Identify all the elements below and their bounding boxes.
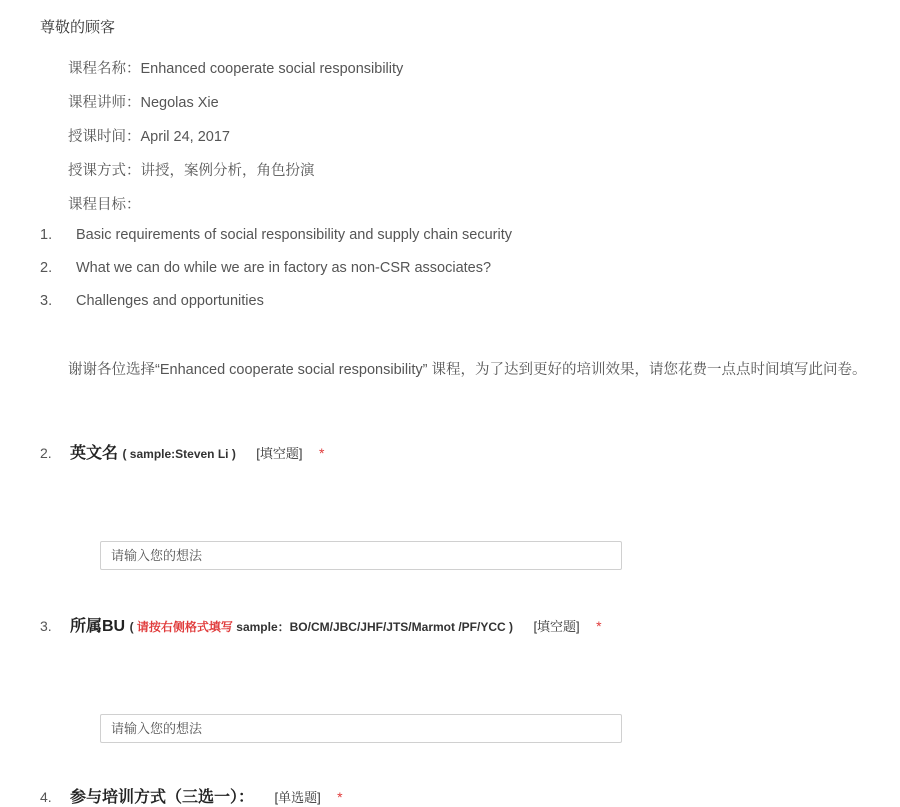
question-type-label: [填空题]	[533, 619, 580, 634]
goal-text: Basic requirements of social responsibility and supply chain security	[76, 227, 513, 243]
question-title: 参与培训方式（三选一）：	[70, 789, 255, 806]
course-method: 授课方式：讲授，案例分析，角色扮演	[68, 163, 315, 179]
hint-warning: 请按右侧格式填写	[136, 620, 233, 634]
goal-number: 2.	[40, 260, 53, 276]
course-time: 授课时间：April 24, 2017	[68, 129, 230, 145]
goal-item	[40, 293, 264, 309]
course-lecturer: 课程讲师：Negolas Xie	[68, 95, 219, 111]
question-number: 3.	[40, 618, 52, 634]
question-type-label: [填空题]	[256, 446, 303, 461]
goal-text: What we can do while we are in factory as non-CSR associates?	[76, 260, 492, 276]
question-hint	[130, 620, 513, 634]
hint-open: (	[129, 620, 137, 634]
goal-number: 3.	[40, 293, 53, 309]
goal-item	[40, 227, 512, 243]
question-hint: ( sample:Steven Li )	[122, 447, 236, 461]
goal-number: 1.	[40, 227, 53, 243]
question-title: 所属BU	[70, 618, 126, 635]
question-number: 4.	[40, 789, 52, 805]
required-marker: *	[596, 618, 602, 634]
course-name: 课程名称：Enhanced cooperate social responsibility	[68, 61, 404, 77]
bu-input[interactable]	[100, 714, 622, 743]
required-marker: *	[318, 445, 325, 461]
english-name-input[interactable]	[100, 541, 622, 570]
goal-item	[40, 260, 491, 276]
question-title: 英文名	[70, 445, 119, 462]
course-goals-label: 课程目标：	[68, 197, 141, 213]
question-number: 2.	[40, 445, 52, 461]
required-marker: *	[337, 789, 343, 805]
question-bu	[40, 613, 602, 636]
question-training-method	[40, 784, 343, 807]
question-english-name	[40, 440, 324, 463]
question-type-label: [单选题]	[274, 790, 321, 805]
greeting: 尊敬的顾客	[40, 19, 116, 36]
hint-sample: sample：BO/CM/JBC/JHF/JTS/Marmot /PF/YCC )	[232, 620, 513, 634]
thanks-message: 谢谢各位选择“Enhanced cooperate social responsibility” 课程，为了达到更好的培训效果，请您花费一点点时间填写此问卷。	[68, 362, 867, 378]
goal-text: Challenges and opportunities	[76, 293, 264, 309]
